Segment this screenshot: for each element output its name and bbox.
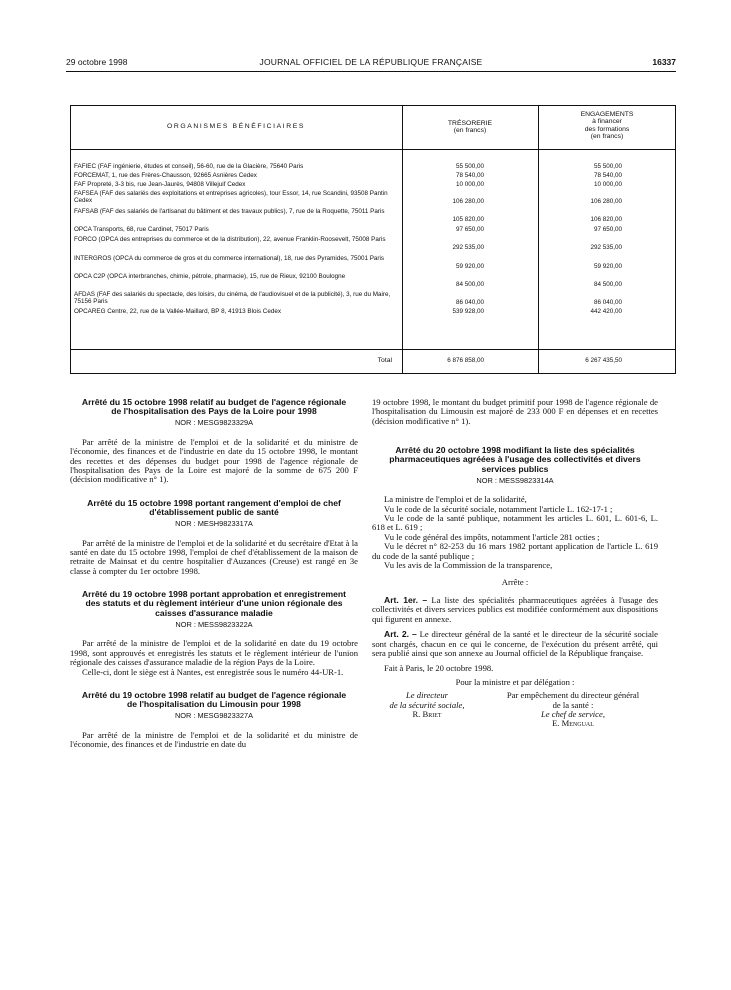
table-total-eng: 6 267 435,50 bbox=[585, 357, 622, 364]
table-row-eng: 84 500,00 bbox=[593, 281, 622, 288]
table-row-tres: 59 920,00 bbox=[455, 263, 484, 270]
visa-line: Vu le code général des impôts, notamment l'article 281 octies ; bbox=[384, 531, 600, 542]
table-row-eng: 10 000,00 bbox=[593, 181, 622, 188]
table-total-rule bbox=[70, 349, 676, 350]
table-row-tres: 84 500,00 bbox=[455, 281, 484, 288]
funding-table bbox=[70, 105, 676, 374]
header-rule bbox=[66, 71, 676, 72]
table-row-tres: 105 820,00 bbox=[452, 216, 484, 223]
article-paragraph: Par arrêté de la ministre de l'emploi et de la solidarité et du ministre de l'économie, des finances et de l'industrie en date du bbox=[70, 729, 358, 750]
table-row-org: OPCA C2P (OPCA interbranches, chimie, pétrole, pharmacie), 15, rue de Rieux, 92100 Boulogne bbox=[74, 273, 346, 280]
article-title: Arrêté du 15 octobre 1998 portant rangement d'emploi de chef d'établissement public de santé bbox=[87, 497, 341, 518]
visa-line: Vu le décret n° 82-253 du 16 mars 1982 portant application de l'article L. 619 du code de la santé publique ; bbox=[372, 541, 658, 561]
signatory-title: de la santé : bbox=[552, 699, 594, 710]
table-row-tres: 106 280,00 bbox=[452, 198, 484, 205]
table-row-org: OPCA Transports, 68, rue Cardinet, 75017 Paris bbox=[74, 226, 209, 233]
col-header-engagements: ENGAGEMENTS à financer des formations (en francs) bbox=[580, 111, 634, 141]
table-row-eng: 106 280,00 bbox=[590, 198, 622, 205]
nor-reference: NOR : MESS9823314A bbox=[476, 475, 554, 485]
table-header-rule bbox=[70, 149, 676, 150]
table-row-org: AFDAS (FAF des salariés du spectacle, des loisirs, du cinéma, de l'audiovisuel et de la publicité), 3, rue du Maire, 75156 Paris bbox=[74, 291, 391, 306]
table-row-tres: 55 500,00 bbox=[455, 163, 484, 170]
delegation-line: Pour la ministre et par délégation : bbox=[455, 676, 575, 687]
table-row-org: FAF Propreté, 3-3 bis, rue Jean-Jaurès, 94808 Villejuif Cedex bbox=[74, 181, 246, 188]
table-row-tres: 10 000,00 bbox=[455, 181, 484, 188]
table-row-eng: 106 820,00 bbox=[590, 216, 622, 223]
article-text: La liste des spécialités pharmaceutiques agréées à l'usage des collectivités et divers services publics est modifiée conformément aux dispositions qui figurent en annexe. bbox=[372, 594, 659, 624]
left-column bbox=[70, 398, 358, 750]
nor-reference: NOR : MESG9823329A bbox=[174, 418, 254, 428]
table-total-tres: 6 876 858,00 bbox=[447, 357, 484, 364]
visa-line: Vu le code de la santé publique, notamment les articles L. 601, L. 601-6, L. 618 et L. 619 ; bbox=[372, 513, 658, 533]
article-label: Art. 1er. – bbox=[384, 594, 428, 605]
signatory-title: Le chef de service, bbox=[541, 708, 605, 719]
arrete-heading: Arrête : bbox=[501, 577, 529, 588]
article-paragraph: Par arrêté de la ministre de l'emploi et de la solidarité en date du 19 octobre 1998, sont approuvés et enregistrés les statuts et le règlement intérieur de l'union régionale des caisses d'assurance maladie de la région Pays de la Loire. bbox=[70, 638, 358, 668]
article-text: Le directeur général de la santé et le directeur de la sécurité sociale sont chargés, chacun en ce qui le concerne, de l'exécution du présent arrêté, qui sera publié ainsi que son annexe au Journal officiel de la République française. bbox=[372, 629, 658, 658]
table-row-eng: 59 920,00 bbox=[593, 263, 622, 270]
table-row-eng: 86 040,00 bbox=[593, 299, 622, 306]
table-row-tres: 539 928,00 bbox=[452, 308, 484, 315]
table-row-org: FAFSEA (FAF des salariés des exploitations et entreprises agricoles), tour Essor, 14, rue Scandini, 93508 Pantin Cedex bbox=[74, 190, 388, 205]
table-row-org: INTERGROS (OPCA du commerce de gros et du commerce international), 18, rue des Pyramides, 75001 Paris bbox=[74, 255, 385, 262]
article-title: Arrêté du 15 octobre 1998 relatif au budget de l'agence régionale de l'hospitalisation des Pays de la Loire pour 1998 bbox=[81, 397, 347, 417]
table-row-tres: 97 650,00 bbox=[455, 226, 484, 233]
right-column bbox=[372, 398, 658, 729]
signatory-name: E. Mengual bbox=[552, 718, 594, 729]
header-page-number: 16337 bbox=[652, 57, 676, 67]
table-row-eng: 442 420,00 bbox=[590, 308, 622, 315]
signature-block bbox=[372, 691, 658, 729]
visa-line: La ministre de l'emploi et de la solidarité, bbox=[384, 494, 527, 505]
table-row-tres: 292 535,00 bbox=[452, 244, 484, 251]
visa-line: Vu les avis de la Commission de la transparence, bbox=[384, 560, 553, 571]
header-journal-title: JOURNAL OFFICIEL DE LA RÉPUBLIQUE FRANÇAISE bbox=[259, 57, 483, 67]
col-header-org: ORGANISMES BÉNÉFICIAIRES bbox=[166, 123, 306, 130]
table-row-eng: 55 500,00 bbox=[593, 163, 622, 170]
table-row-org: OPCAREG Centre, 22, rue de la Vallée-Maillard, BP 8, 41913 Blois Cedex bbox=[74, 308, 281, 315]
page-header bbox=[66, 57, 676, 71]
signatory-title: de la sécurité sociale, bbox=[389, 699, 465, 710]
table-row-org: FORCEMAT, 1, rue des Frères-Chausson, 92665 Asnières Cedex bbox=[74, 172, 257, 179]
article-paragraph: Par arrêté de la ministre de l'emploi et de la solidarité et du secrétaire d'Etat à la santé en date du 15 octobre 1998, l'emploi de chef d'établissement de la maison de retraite de Mainsat et du centre hospitalier d'Auzances (Creuse) est rangé en 3e classe à compter du 1er octobre 1998. bbox=[70, 537, 358, 576]
article-title: Arrêté du 20 octobre 1998 modifiant la liste des spécialités pharmaceutiques agréées à l'usage des collectivités et divers services publics bbox=[389, 445, 641, 474]
table-row-org: FAFIEC (FAF ingénierie, études et conseil), 56-60, rue de la Glacière, 75640 Paris bbox=[74, 163, 304, 170]
table-divider bbox=[402, 105, 403, 374]
nor-reference: NOR : MESG9823327A bbox=[174, 711, 254, 721]
header-date: 29 octobre 1998 bbox=[66, 57, 128, 67]
table-row-org: FAFSAB (FAF des salariés de l'artisanat du bâtiment et des travaux publics), 7, rue de la Roquette, 75011 Paris bbox=[74, 208, 385, 215]
col-header-tresorerie: TRÉSORERIE (en francs) bbox=[447, 120, 493, 135]
table-row-eng: 78 540,00 bbox=[593, 172, 622, 179]
signatory-title: Le directeur bbox=[406, 690, 448, 701]
table-row-eng: 97 650,00 bbox=[593, 226, 622, 233]
visa-line: Vu le code de la sécurité sociale, notamment l'article L. 162-17-1 ; bbox=[384, 503, 613, 514]
table-row-org: FORCO (OPCA des entreprises du commerce et de la distribution), 22, avenue Franklin-Roosevelt, 75008 Paris bbox=[74, 236, 386, 243]
table-row-eng: 292 535,00 bbox=[590, 244, 622, 251]
article-title: Arrêté du 19 octobre 1998 relatif au budget de l'agence régionale de l'hospitalisation du Limousin pour 1998 bbox=[81, 689, 347, 710]
table-row-tres: 86 040,00 bbox=[455, 299, 484, 306]
table-total-label: Total bbox=[377, 357, 392, 364]
table-divider bbox=[538, 105, 539, 374]
article-paragraph: Par arrêté de la ministre de l'emploi et de la solidarité et du ministre de l'économie, des finances et de l'industrie en date du 15 octobre 1998, le montant des recettes et des dépenses du budget pour 1998 de l'agence régionale de l'hospitalisation des Pays de la Loire est majoré de la somme de 675 200 F (décision modificative n° 1). bbox=[70, 436, 358, 485]
signature-date: Fait à Paris, le 20 octobre 1998. bbox=[384, 663, 494, 674]
article-title: Arrêté du 19 octobre 1998 portant approbation et enregistrement des statuts et du règlement intérieur d'une union régionale des caisses d'assurance maladie bbox=[81, 589, 347, 618]
nor-reference: NOR : MESH9823317A bbox=[175, 519, 253, 529]
signatory-title: Par empêchement du directeur général bbox=[506, 690, 640, 701]
article-label: Art. 2. – bbox=[384, 629, 417, 640]
nor-reference: NOR : MESS9823322A bbox=[175, 619, 253, 629]
table-row-tres: 78 540,00 bbox=[455, 172, 484, 179]
signatory-name: R. Briet bbox=[412, 708, 442, 719]
article-paragraph: Celle-ci, dont le siège est à Nantes, est enregistrée sous le numéro 44-UR-1. bbox=[82, 666, 344, 677]
article-paragraph: 19 octobre 1998, le montant du budget primitif pour 1998 de l'agence régionale de l'hospitalisation du Limousin est majoré de 233 000 F en dépenses et en recettes (décision modificative n° 1). bbox=[372, 397, 658, 426]
